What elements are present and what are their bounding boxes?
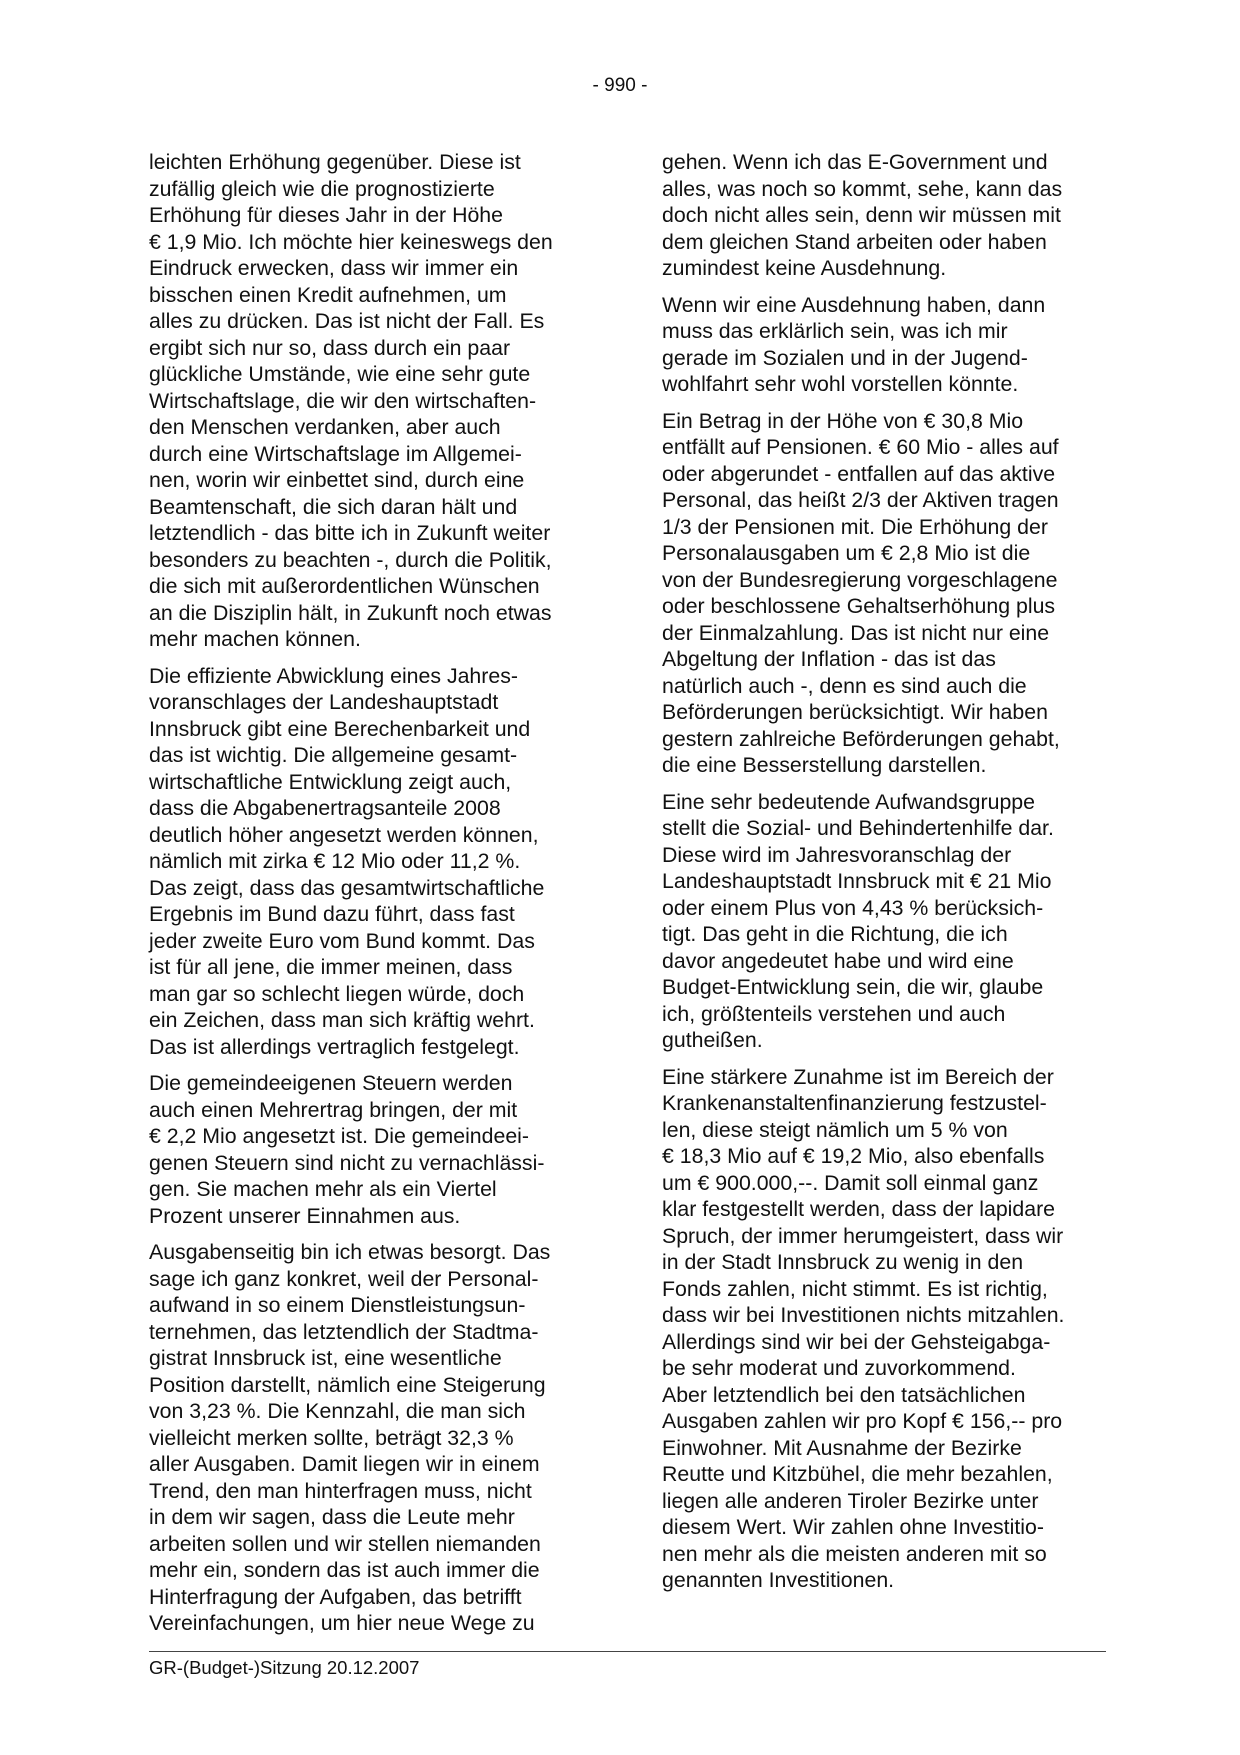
text-line: Hinterfragung der Aufgaben, das betrifft	[149, 1584, 522, 1609]
text-line: Landeshauptstadt Innsbruck mit € 21 Mio	[662, 869, 1052, 893]
text-line: gestern zahlreiche Beförderungen gehabt,	[662, 726, 1060, 751]
text-line: durch eine Wirtschaftslage im Allgemei-	[149, 441, 522, 466]
text-line: glückliche Umstände, wie eine sehr gute	[149, 362, 531, 386]
text-line: nämlich mit zirka € 12 Mio oder 11,2 %.	[149, 849, 521, 873]
text-line: gutheißen.	[662, 1028, 763, 1052]
text-line: alles zu drücken. Das ist nicht der Fall. Es	[149, 309, 545, 333]
text-line: Eindruck erwecken, dass wir immer ein	[149, 256, 519, 280]
text-line: der Einmalzahlung. Das ist nicht nur eine	[662, 620, 1050, 645]
text-line: bisschen einen Kredit aufnehmen, um	[149, 282, 507, 307]
text-line: gehen. Wenn ich das E-Government und	[662, 150, 1048, 174]
text-line: wohlfahrt sehr wohl vorstellen könnte.	[662, 372, 1019, 396]
footer-session-label: GR-(Budget-)Sitzung 20.12.2007	[149, 1657, 420, 1678]
text-line: Das zeigt, dass das gesamtwirtschaftliche	[149, 875, 545, 900]
page-number: - 990 -	[592, 75, 648, 96]
text-line: zufällig gleich wie die prognostizierte	[149, 176, 495, 201]
text-line: genannten Investitionen.	[662, 1568, 895, 1592]
text-line: davor angedeutet habe und wird eine	[662, 948, 1014, 973]
right-column	[662, 149, 1114, 1604]
left-column	[149, 149, 604, 1647]
text-line: diesem Wert. Wir zahlen ohne Investitio-	[662, 1515, 1044, 1539]
text-line: dass die Abgabenertragsanteile 2008	[149, 796, 501, 820]
text-line: man gar so schlecht liegen würde, doch	[149, 981, 525, 1006]
text-line: doch nicht alles sein, denn wir müssen mit	[662, 203, 1061, 227]
text-line: besonders zu beachten -, durch die Politik,	[149, 547, 552, 572]
text-line: entfällt auf Pensionen. € 60 Mio - alles auf	[662, 435, 1059, 459]
text-line: Beamtenschaft, die sich daran hält und	[149, 494, 518, 519]
text-line: voranschlages der Landeshauptstadt	[149, 690, 499, 714]
text-line: Aber letztendlich bei den tatsächlichen	[662, 1382, 1026, 1407]
text-line: Allerdings sind wir bei der Gehsteigabga-	[662, 1329, 1051, 1354]
text-line: € 2,2 Mio angesetzt ist. Die gemeindeei-	[149, 1124, 529, 1148]
text-line: Prozent unserer Einnahmen aus.	[149, 1203, 461, 1228]
text-line: Trend, den man hinterfragen muss, nicht	[149, 1478, 532, 1503]
text-line: liegen alle anderen Tiroler Bezirke unter	[662, 1488, 1039, 1513]
text-line: Position darstellt, nämlich eine Steigerung	[149, 1372, 546, 1397]
text-line: Personal, das heißt 2/3 der Aktiven tragen	[662, 488, 1059, 512]
text-line: leichten Erhöhung gegenüber. Diese ist	[149, 150, 521, 174]
text-line: klar festgestellt werden, dass der lapidare	[662, 1197, 1056, 1221]
text-line: dem gleichen Stand arbeiten oder haben	[662, 229, 1047, 254]
text-line: gen. Sie machen mehr als ein Viertel	[149, 1177, 497, 1201]
text-line: gerade im Sozialen und in der Jugend-	[662, 345, 1028, 370]
paragraph	[149, 1070, 604, 1229]
text-line: nen mehr als die meisten anderen mit so	[662, 1541, 1047, 1566]
text-line: zumindest keine Ausdehnung.	[662, 256, 947, 280]
paragraph	[149, 149, 604, 653]
text-line: Personalausgaben um € 2,8 Mio ist die	[662, 541, 1031, 565]
text-line: Das ist allerdings vertraglich festgelegt.	[149, 1034, 520, 1059]
text-line: aller Ausgaben. Damit liegen wir in einem	[149, 1452, 540, 1476]
paragraph	[662, 292, 1114, 398]
text-line: jeder zweite Euro vom Bund kommt. Das	[149, 928, 535, 953]
text-line: ein Zeichen, dass man sich kräftig wehrt.	[149, 1008, 535, 1032]
text-line: ergibt sich nur so, dass durch ein paar	[149, 335, 511, 360]
text-line: gistrat Innsbruck ist, eine wesentliche	[149, 1346, 502, 1370]
text-line: be sehr moderat und zuvorkommend.	[662, 1356, 1016, 1380]
text-line: Vereinfachungen, um hier neue Wege zu	[149, 1611, 535, 1635]
text-line: Diese wird im Jahresvoranschlag der	[662, 842, 1012, 867]
text-line: ist für all jene, die immer meinen, dass	[149, 955, 513, 979]
text-line: Krankenanstaltenfinanzierung festzustel-	[662, 1091, 1047, 1115]
text-line: von der Bundesregierung vorgeschlagene	[662, 567, 1058, 592]
text-line: Ausgabenseitig bin ich etwas besorgt. Das	[149, 1240, 551, 1264]
text-line: aufwand in so einem Dienstleistungsun-	[149, 1293, 526, 1317]
text-line: sage ich ganz konkret, weil der Personal-	[149, 1266, 539, 1291]
text-line: wirtschaftliche Entwicklung zeigt auch,	[149, 769, 512, 794]
text-line: € 1,9 Mio. Ich möchte hier keineswegs den	[149, 229, 553, 254]
text-line: stellt die Sozial- und Behindertenhilfe dar.	[662, 816, 1054, 840]
text-line: das ist wichtig. Die allgemeine gesamt-	[149, 743, 518, 767]
text-line: an die Disziplin hält, in Zukunft noch etwas	[149, 600, 552, 625]
text-line: Budget-Entwicklung sein, die wir, glaube	[662, 975, 1044, 999]
text-line: Innsbruck gibt eine Berechenbarkeit und	[149, 716, 531, 741]
text-line: 1/3 der Pensionen mit. Die Erhöhung der	[662, 514, 1048, 539]
text-line: in dem wir sagen, dass die Leute mehr	[149, 1505, 515, 1529]
text-line: mehr ein, sondern das ist auch immer die	[149, 1558, 540, 1582]
paragraph	[662, 789, 1114, 1054]
text-line: tigt. Das geht in die Richtung, die ich	[662, 922, 1008, 946]
text-line: Spruch, der immer herumgeistert, dass wir	[662, 1223, 1064, 1248]
text-line: Ein Betrag in der Höhe von € 30,8 Mio	[662, 408, 1024, 433]
paragraph	[149, 1239, 604, 1637]
text-line: um € 900.000,--. Damit soll einmal ganz	[662, 1170, 1039, 1195]
text-line: auch einen Mehrertrag bringen, der mit	[149, 1097, 518, 1122]
text-line: ternehmen, das letztendlich der Stadtma-	[149, 1319, 539, 1344]
text-line: Reutte und Kitzbühel, die mehr bezahlen,	[662, 1462, 1053, 1486]
text-line: Erhöhung für dieses Jahr in der Höhe	[149, 203, 503, 227]
text-line: Die effiziente Abwicklung eines Jahres-	[149, 663, 518, 688]
text-line: Beförderungen berücksichtigt. Wir haben	[662, 700, 1048, 724]
text-line: € 18,3 Mio auf € 19,2 Mio, also ebenfalls	[662, 1144, 1045, 1168]
text-line: Ausgaben zahlen wir pro Kopf € 156,-- pro	[662, 1409, 1063, 1433]
text-line: Wirtschaftslage, die wir den wirtschaften-	[149, 388, 537, 413]
paragraph	[662, 149, 1114, 282]
text-line: alles, was noch so kommt, sehe, kann das	[662, 176, 1063, 201]
text-line: deutlich höher angesetzt werden können,	[149, 822, 539, 847]
paragraph	[662, 408, 1114, 779]
text-line: genen Steuern sind nicht zu vernachlässi-	[149, 1150, 545, 1175]
text-line: ich, größtenteils verstehen und auch	[662, 1001, 1006, 1026]
text-line: Fonds zahlen, nicht stimmt. Es ist richtig,	[662, 1276, 1048, 1301]
text-line: oder einem Plus von 4,43 % berücksich-	[662, 895, 1044, 920]
text-line: dass wir bei Investitionen nichts mitzahlen.	[662, 1303, 1065, 1327]
text-line: oder abgerundet - entfallen auf das aktive	[662, 461, 1056, 486]
text-line: Einwohner. Mit Ausnahme der Bezirke	[662, 1435, 1022, 1460]
text-line: von 3,23 %. Die Kennzahl, die man sich	[149, 1399, 526, 1423]
text-line: die eine Besserstellung darstellen.	[662, 753, 987, 777]
text-line: natürlich auch -, denn es sind auch die	[662, 673, 1027, 698]
text-line: die sich mit außerordentlichen Wünschen	[149, 574, 540, 598]
text-line: vielleicht merken sollte, beträgt 32,3 %	[149, 1425, 514, 1450]
text-line: Eine sehr bedeutende Aufwandsgruppe	[662, 789, 1035, 814]
text-line: den Menschen verdanken, aber auch	[149, 415, 501, 439]
text-line: oder beschlossene Gehaltserhöhung plus	[662, 594, 1056, 618]
text-line: muss das erklärlich sein, was ich mir	[662, 319, 1008, 343]
text-line: Ergebnis im Bund dazu führt, dass fast	[149, 902, 515, 926]
text-line: arbeiten sollen und wir stellen niemanden	[149, 1531, 541, 1556]
text-line: mehr machen können.	[149, 627, 361, 651]
text-line: nen, worin wir einbettet sind, durch eine	[149, 468, 525, 492]
footer-divider	[149, 1651, 1106, 1652]
text-line: Wenn wir eine Ausdehnung haben, dann	[662, 292, 1046, 317]
text-line: len, diese steigt nämlich um 5 % von	[662, 1117, 1008, 1142]
text-line: Abgeltung der Inflation - das ist das	[662, 647, 996, 671]
text-line: letztendlich - das bitte ich in Zukunft weiter	[149, 521, 551, 545]
paragraph	[662, 1064, 1114, 1594]
text-line: in der Stadt Innsbruck zu wenig in den	[662, 1250, 1024, 1274]
text-line: Eine stärkere Zunahme ist im Bereich der	[662, 1064, 1054, 1089]
text-line: Die gemeindeeigenen Steuern werden	[149, 1071, 513, 1095]
paragraph	[149, 663, 604, 1061]
